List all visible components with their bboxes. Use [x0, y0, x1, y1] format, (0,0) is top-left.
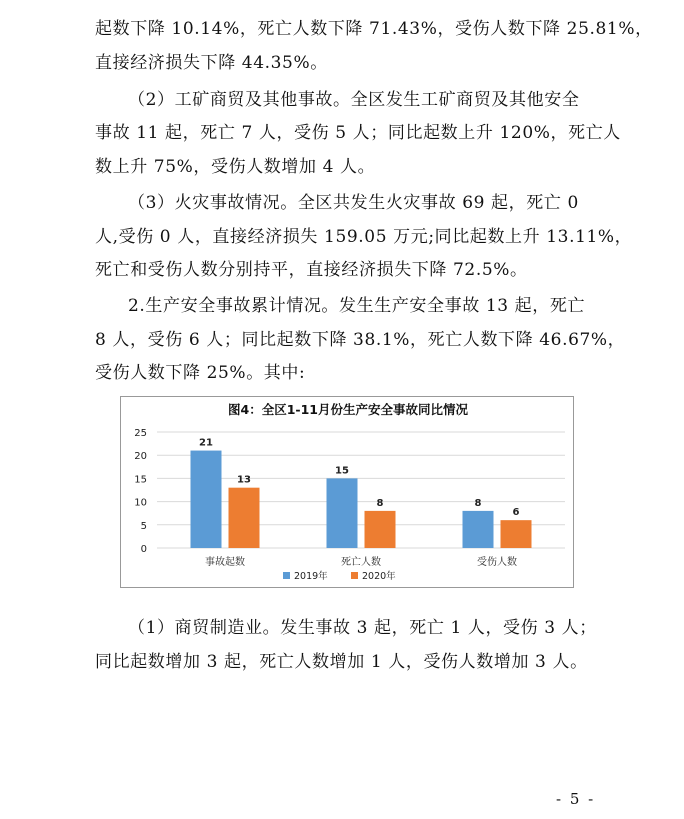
y-axis-ticks — [134, 428, 147, 555]
text-line: 人,受伤 0 人，直接经济损失 159.05 万元;同比起数上升 13.11%， — [95, 227, 633, 247]
text-line: （3）火灾事故情况。全区共发生火灾事故 69 起，死亡 0 — [128, 193, 579, 213]
y-tick-label: 5 — [140, 520, 147, 532]
text-line: 受伤人数下降 25%。其中: — [95, 363, 306, 383]
chart-title: 图4：全区1-11月份生产安全事故同比情况 — [228, 402, 468, 417]
y-tick-label: 0 — [140, 544, 147, 555]
bar-series1 — [327, 478, 358, 548]
bar-chart — [121, 397, 575, 589]
data-label: 15 — [335, 465, 349, 477]
chart-frame — [120, 396, 574, 588]
text-line: 起数下降 10.14%，死亡人数下降 71.43%，受伤人数下降 25.81%， — [95, 19, 653, 39]
legend-label: 2019年 — [294, 571, 328, 582]
text-line: 同比起数增加 3 起，死亡人数增加 1 人，受伤人数增加 3 人。 — [95, 652, 588, 672]
x-tick-label: 事故起数 — [205, 557, 245, 568]
bar-series2 — [501, 520, 532, 548]
text-line: 事故 11 起，死亡 7 人，受伤 5 人；同比起数上升 120%，死亡人 — [95, 123, 621, 143]
y-tick-label: 10 — [134, 497, 147, 509]
x-axis-ticks — [205, 555, 517, 568]
data-label: 8 — [474, 497, 482, 509]
legend — [283, 570, 396, 582]
x-tick-label: 死亡人数 — [341, 557, 381, 568]
legend-swatch — [351, 572, 358, 579]
text-line: 数上升 75%，受伤人数增加 4 人。 — [95, 157, 376, 177]
legend-swatch — [283, 572, 290, 579]
data-label: 8 — [376, 497, 384, 509]
data-label: 21 — [199, 437, 213, 449]
y-tick-label: 20 — [134, 451, 147, 463]
bar-series1 — [191, 451, 222, 548]
legend-label: 2020年 — [362, 571, 396, 582]
page-number: - 5 - — [556, 790, 596, 808]
text-line: 8 人，受伤 6 人；同比起数下降 38.1%，死亡人数下降 46.67%， — [95, 330, 626, 350]
text-line: 直接经济损失下降 44.35%。 — [95, 53, 328, 73]
text-line: 死亡和受伤人数分别持平，直接经济损失下降 72.5%。 — [95, 260, 528, 280]
bar-series1 — [463, 511, 494, 548]
x-tick-label: 受伤人数 — [477, 557, 517, 568]
y-tick-label: 15 — [134, 474, 147, 486]
text-line: （2）工矿商贸及其他事故。全区发生工矿商贸及其他安全 — [128, 90, 580, 110]
data-label: 13 — [237, 474, 251, 486]
text-line: 2.生产安全事故累计情况。发生生产安全事故 13 起，死亡 — [128, 296, 586, 316]
bar-series2 — [365, 511, 396, 548]
bar-series2 — [229, 488, 260, 548]
y-tick-label: 25 — [134, 428, 147, 439]
data-label: 6 — [512, 507, 520, 519]
text-line: （1）商贸制造业。发生事故 3 起，死亡 1 人，受伤 3 人； — [128, 618, 597, 638]
